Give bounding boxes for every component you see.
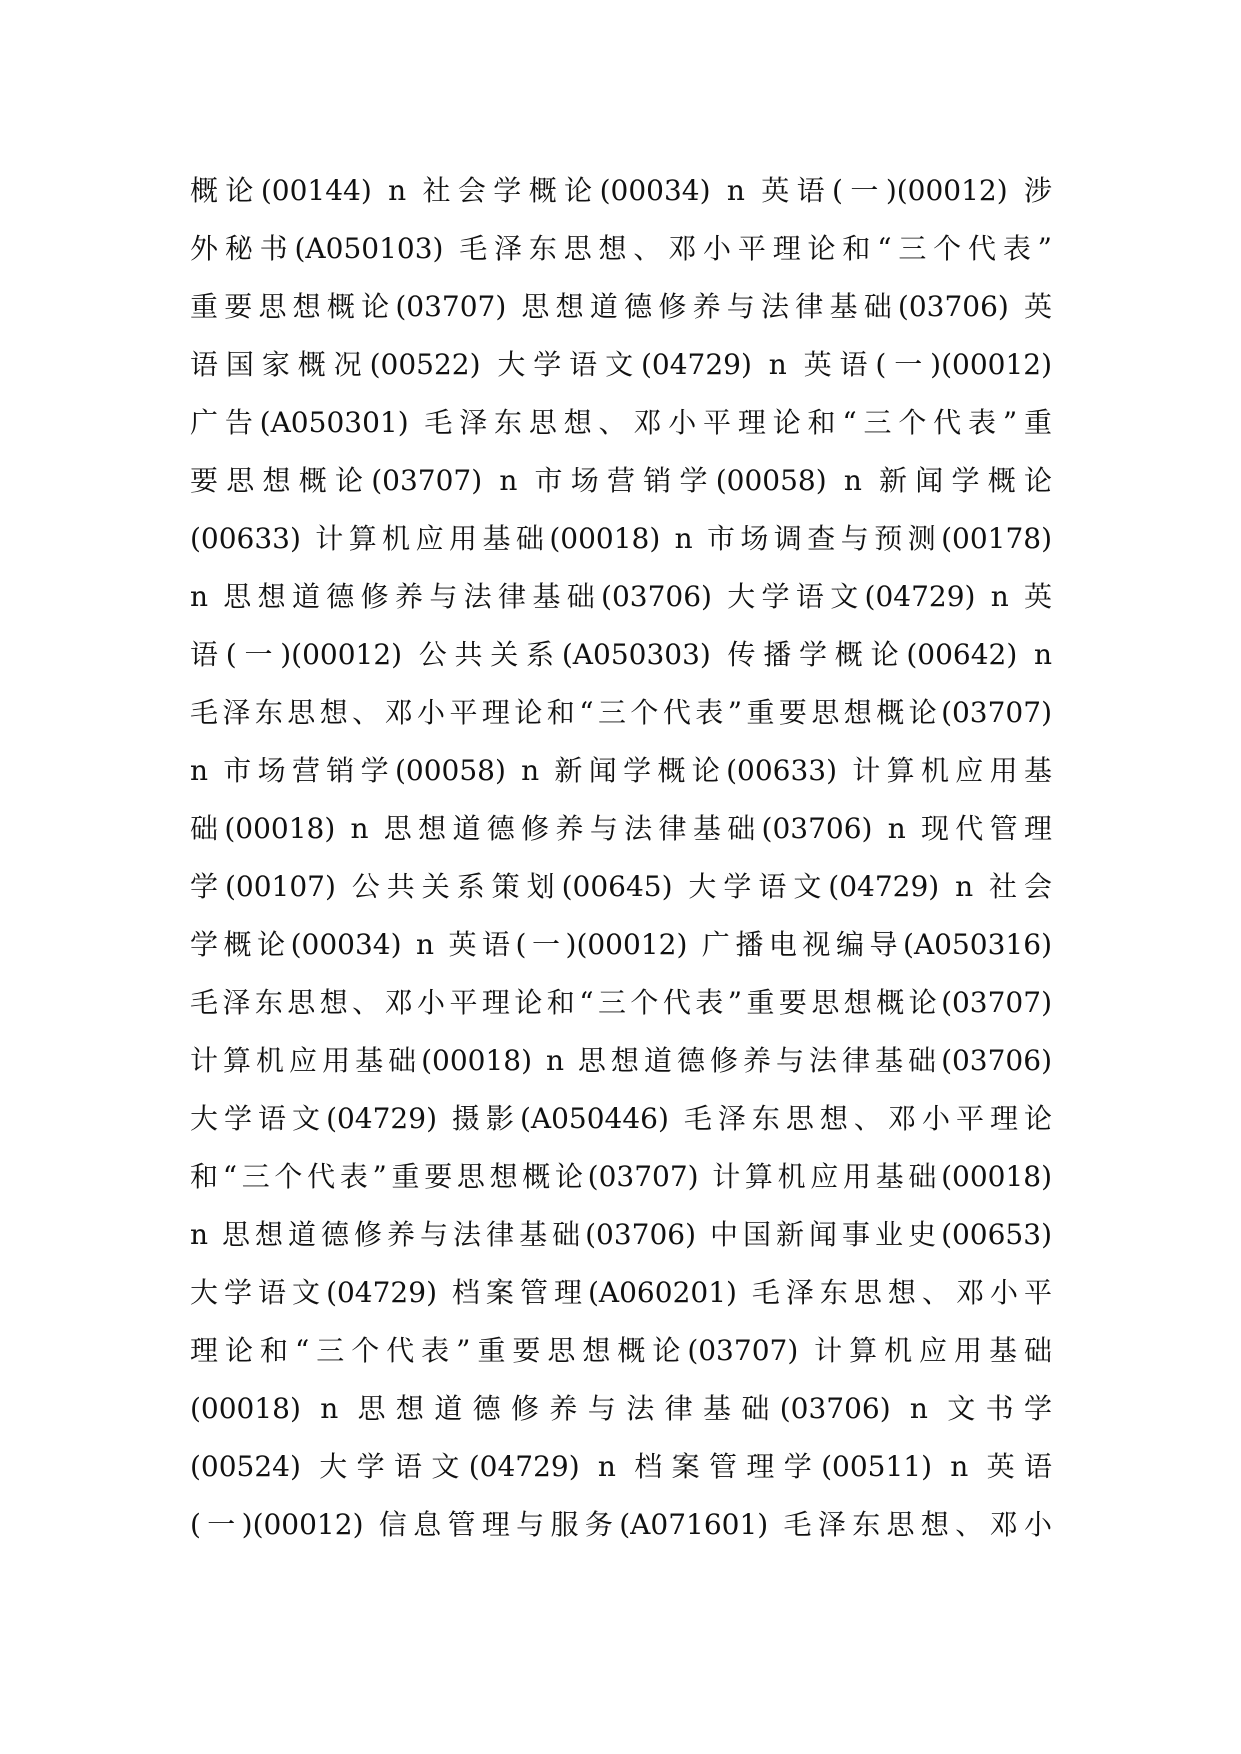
text-line-10: 毛泽东思想、邓小平理论和“三个代表”重要思想概论(03707)	[190, 696, 1052, 729]
text-line-23: (00524) 大学语文(04729) n 档案管理学(00511) n 英语	[190, 1450, 1052, 1483]
body-text	[190, 162, 1052, 1554]
text-line-20: 大学语文(04729) 档案管理(A060201) 毛泽东思想、邓小平	[190, 1276, 1052, 1309]
text-line-7: (00633) 计算机应用基础(00018) n 市场调查与预测(00178)	[190, 522, 1052, 555]
text-line-15: 毛泽东思想、邓小平理论和“三个代表”重要思想概论(03707)	[190, 986, 1052, 1019]
text-line-4: 语国家概况(00522) 大学语文(04729) n 英语(一)(00012)	[190, 348, 1052, 381]
text-line-18: 和“三个代表”重要思想概论(03707) 计算机应用基础(00018)	[190, 1160, 1052, 1193]
text-line-19: n 思想道德修养与法律基础(03706) 中国新闻事业史(00653)	[190, 1218, 1052, 1251]
text-line-24: (一)(00012) 信息管理与服务(A071601) 毛泽东思想、邓小	[190, 1508, 1052, 1541]
text-line-2: 外秘书(A050103) 毛泽东思想、邓小平理论和“三个代表”	[190, 232, 1052, 265]
text-line-16: 计算机应用基础(00018) n 思想道德修养与法律基础(03706)	[190, 1044, 1052, 1077]
text-line-17: 大学语文(04729) 摄影(A050446) 毛泽东思想、邓小平理论	[190, 1102, 1052, 1135]
text-line-21: 理论和“三个代表”重要思想概论(03707) 计算机应用基础	[190, 1334, 1052, 1367]
text-line-3: 重要思想概论(03707) 思想道德修养与法律基础(03706) 英	[190, 290, 1052, 323]
text-line-9: 语(一)(00012) 公共关系(A050303) 传播学概论(00642) n	[190, 638, 1052, 671]
text-line-8: n 思想道德修养与法律基础(03706) 大学语文(04729) n 英	[190, 580, 1052, 613]
text-line-13: 学(00107) 公共关系策划(00645) 大学语文(04729) n 社会	[190, 870, 1052, 903]
text-line-12: 础(00018) n 思想道德修养与法律基础(03706) n 现代管理	[190, 812, 1052, 845]
text-line-14: 学概论(00034) n 英语(一)(00012) 广播电视编导(A050316)	[190, 928, 1052, 961]
text-line-22: (00018) n 思想道德修养与法律基础(03706) n 文书学	[190, 1392, 1052, 1425]
text-line-11: n 市场营销学(00058) n 新闻学概论(00633) 计算机应用基	[190, 754, 1052, 787]
text-line-1: 概论(00144) n 社会学概论(00034) n 英语(一)(00012) 涉	[190, 174, 1052, 207]
text-line-5: 广告(A050301) 毛泽东思想、邓小平理论和“三个代表”重	[190, 406, 1052, 439]
text-line-6: 要思想概论(03707) n 市场营销学(00058) n 新闻学概论	[190, 464, 1052, 497]
